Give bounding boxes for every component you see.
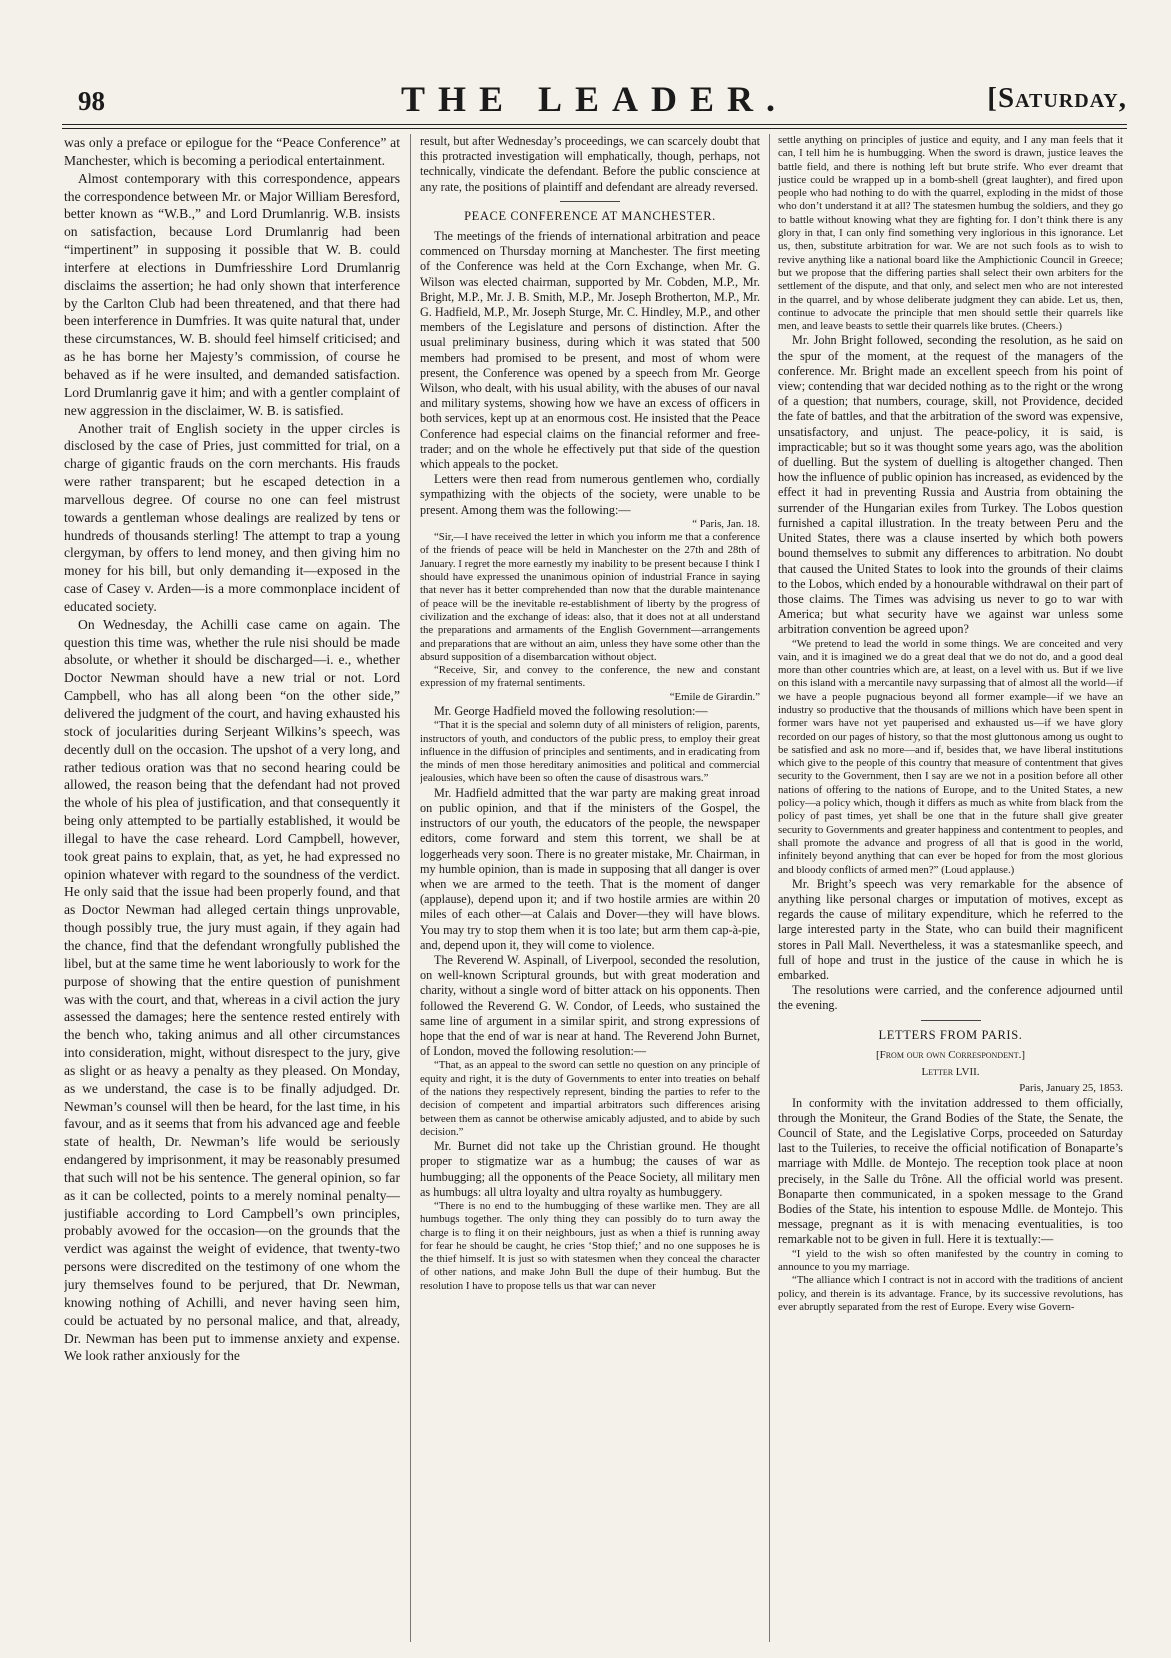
quotation: settle anything on principles of justice and equity, and I any man feels that it can, I tell him he is humbugging. When the sword is drawn, justice leaves the battle field, and there is nothing left but brute strife. Who ever dreamt that justice could be wrapped up in a bomb-shell (great laughter), and fired upon people who had nothing to do with the quarrel, exploding in the midst of those who don’t understand it at all? The statesmen humbug the soldiers, and they go to battle without knowing what they are fighting for. I don’t think there is any glory in that, I can only find something very inglorious in this ignorance. Let us, then, substitute arbitration for war. We are not such fools as to wish to revive anything like a national board like the Amphictionic Council in Greece; but we propose that the differing parties shall select their own arbiters for the settlement of the dispute, and that only, and select men who are not interested in the quarrel, and by whose deliberate judgment they can abide. Let us, then, continue to advocate the principle that men should settle their quarrels like men, and leave beasts to settle their quarrels like brutes. (Cheers.) xyxy=(778,134,1123,333)
letter-number: Letter LVII. xyxy=(921,1066,980,1079)
paragraph: The meetings of the friends of international arbitration and peace commenced on Thursday morning at Manchester. The first meeting of the Conference was held at the Corn Exchange, when Mr. G. Wilson was elected chairman, supported by Mr. Cobden, M.P., Mr. Bright, M.P., Mr. J. B. Smith, M.P., Mr. Joseph Brotherton, M.P., Mr. G. Hadfield, M.P., Mr. Joseph Sturge, Mr. C. Hindley, M.P., and other members of the Legislature and persons of distinction. After the usual preliminary business, during which it was stated that 500 members had promised to be present, and most of whom were present, the Conference was opened by a speech from Mr. George Wilson, who dealt, with his usual ability, with the abuses of our naval and military systems, showing how we have an excess of officers in both services, kept up at an enormous cost. He insisted that the Peace Conference had especial claims on the financial reformer and free-trader; and on the whole he effectively put that side of the question which appeals to the pocket. xyxy=(420,229,760,472)
quotation: “The alliance which I contract is not in accord with the traditions of ancient policy, and therein is its advantage. France, by its successive revolutions, has ever abruptly separated from the rest of Europe. Every wise Govern- xyxy=(778,1274,1123,1313)
section-rule xyxy=(921,1020,981,1021)
resolution-text: “That it is the special and solemn duty of all ministers of religion, parents, instructors of youth, and conductors of the public press, to employ their great influence in the diffusion of principles and sentiments, and in eradicating from the minds of men those hereditary animosities and political and commercial jealousies, which have been so often the cause of disastrous wars.” xyxy=(420,719,760,785)
letter-signature: “Emile de Girardin.” xyxy=(669,690,760,703)
paragraph: Mr. Bright’s speech was very remarkable for the absence of anything like personal charges or imputation of motives, except as regards the cause of military expenditure, which he referred to the large interested party in the State, who can build their magnificent stores in Pall Mall. Nevertheless, it was a statesmanlike speech, and full of hope and trust in the justice of the cause in which he is embarked. xyxy=(778,876,1123,983)
byline: [From our own Correspondent.] xyxy=(875,1048,1026,1061)
page-header xyxy=(62,79,1127,126)
header-rule-top xyxy=(62,124,1127,125)
paragraph: The Reverend W. Aspinall, of Liverpool, seconded the resolution, on well-known Scriptural grounds, but with great moderation and charity, without a single word of bitter attack on his opponents. Then followed the Reverend G. W. Condor, of Leeds, who sustained the same line of argument in a similar spirit, and strong expressions of hope that the end of war is near at hand. The Reverend John Burnet, of London, moved the following resolution:— xyxy=(420,952,760,1059)
page-number: 98 xyxy=(78,86,105,116)
paragraph: Mr. Hadfield admitted that the war party are making great inroad on public opinion, and that if the ministers of the Gospel, the instructors of our youth, the educators of the people, the newspaper editors, come forward and stem this torrent, we shall be at loggerheads very soon. There is no greater mistake, Mr. Chairman, in my humble opinion, than is made in supposing that all danger is over when we are armed to the teeth. That is the moment of danger (applause), depend upon it; and if two hostile armies are within 20 miles of each other—at Calais and Dover—they will have blows. You may try to stop them when it is too late; but arm them cap-à-pie, and, depend upon it, they will come to violence. xyxy=(420,785,760,952)
paragraph: The resolutions were carried, and the conference adjourned until the evening. xyxy=(778,983,1123,1013)
letter-dateline: “ Paris, Jan. 18. xyxy=(692,517,760,530)
section-heading: LETTERS FROM PARIS. xyxy=(878,1027,1023,1042)
paragraph: Mr. John Bright followed, seconding the resolution, as he said on the spur of the moment, at the request of the managers of the conference. Mr. Bright made an excellent speech from his point of view; contending that war decided nothing as to the right or the wrong of a question; that numbers, courage, skill, not Providence, decided the fate of battles, and that the arbitration of the sword was expensive, unsatisfactory, and unjust. The peace-policy, it is said, is impracticable; but so it was thought some years ago, was the abolition of duelling. But the system of duelling is altogether changed. Then how the influence of public opinion has increased, as evidenced by the effect it had in preventing Russia and Austria from obtaining the surrender of the Hungarian exiles from Turkey. The Lobos question furnished a capital illustration. In the treaty between Peru and the United States, there was a clause inserted by which both powers bound themselves to submit any differences to arbitration. No doubt that caused the United States to look into the grounds of their claims to the Lobos, which ended by a honourable withdrawal on their part of those claims. The Times was advising us never to go to war with America; but what security have we against war unless some arbitration convention be agreed upon? xyxy=(778,333,1123,637)
quotation: “I yield to the wish so often manifested by the country in coming to announce to you my marriage. xyxy=(778,1247,1123,1273)
section-rule xyxy=(560,201,620,202)
paragraph: Mr. Burnet did not take up the Christian ground. He thought proper to stigmatize war as a humbug; the causes of war as humbugging; all the opponents of the Peace Society, all military men as humbugs: all ultra loyalty and ultra royalty as humbuggery. xyxy=(420,1139,760,1199)
column-right xyxy=(778,134,1123,1642)
paragraph: result, but after Wednesday’s proceedings, we can scarcely doubt that this protracted investigation will emphatically, though, perhaps, not technically, vindicate the defendant. Before the public conscience at any rate, the positions of plaintiff and defendant are already reversed. xyxy=(420,134,760,194)
letter-body: “Sir,—I have received the letter in which you inform me that a conference of the friends of peace will be held in Manchester on the 27th and 28th of January. I regret the more earnestly my inability to be present because I think I should have expressed the unanimous opinion of industrial France in saying that never has it better comprehended than now that the durable maintenance of peace will be the inevitable re-establishment of liberty by the progress of civilization and the exchange of ideas: also, that it does not at all understand the preparations and armaments of the English Government—arrangements and preparations that are without an aim, unless they have some other than the absurd supposition of a disembarcation without object. xyxy=(420,531,760,663)
quotation: “We pretend to lead the world in some things. We are conceited and very vain, and it is imagined we do a great deal that we do not do, and a good deal more than other countries which are, at least, on a level with us. But if we live on this island with a mercantile navy surpassing that of almost all the world—if we have a people pugnacious beyond all former example—if we have an industry so productive that the thousands of millions which have been spent in former wars have not yet pauperised and exhausted us—if we have glory recorded on our pages of history, so that the most gluttonous among us ought to be satisfied and ask no more—and if, besides that, we have liberal institutions which give to the people of this country that measure of contentment that gives security to the Government, then I say are we not in a position before all other nations of offering to the nations of Europe, and to the United States, a new policy—a policy which, though it differs as much as white from black from the policy of past times, yet shall be one that in the future shall give greater security to Governments and greater happiness and contentment to peoples, and shall promote the advance and progress of all that is good in the world, infinitely beyond anything that can ever be hoped for from the most glorious and bloody conflicts of armed men?” (Loud applause.) xyxy=(778,637,1123,876)
masthead-title: THE LEADER. xyxy=(400,79,789,119)
paragraph: Another trait of English society in the upper circles is disclosed by the case of Pries, just committed for trial, on a charge of gigantic frauds on the corn merchants. His frauds were rather transparent; but he escaped detection in a marvellous degree. Of course no one can feel mistrust towards a gentleman whose dealings are realized by tens or hundreds of thousands sterling! The attempt to trap a young clergyman, by offers to lend money, and then giving him no money for his bill, but only demanding it—exposed in the case of Casey v. Arden—is a more commonplace incident of educated society. xyxy=(64,420,400,614)
paragraph: In conformity with the invitation addressed to them officially, through the Moniteur, the Grand Bodies of the State, the Senate, the Council of State, and the Legislative Corps, proceeded on Saturday last to the Tuileries, to receive the official notification of Bonaparte’s marriage with Mdlle. de Montejo. The reception took place at noon precisely, in the Salle du Trône. All the official world was present. Bonaparte then communicated, in a spoken message to the Grand Bodies of the State, his intention to espouse Mdlle. de Montejo. This message, pregnant as it is with menacing eventualities, is too remarkable not to be given in full. Here it is textually:— xyxy=(778,1095,1123,1247)
paragraph: Letters were then read from numerous gentlemen who, cordially sympathizing with the objects of the society, were unable to be present. Among them was the following:— xyxy=(420,472,760,517)
paragraph: was only a preface or epilogue for the “Peace Conference” at Manchester, which is becoming a periodical entertainment. xyxy=(64,135,400,168)
column-middle xyxy=(420,134,760,1642)
column-divider-2 xyxy=(769,134,770,1642)
dateline: Paris, January 25, 1853. xyxy=(1019,1082,1123,1095)
paragraph: Mr. George Hadfield moved the following resolution:— xyxy=(434,704,708,719)
section-heading: PEACE CONFERENCE AT MANCHESTER. xyxy=(464,208,716,223)
letter-close: “Receive, Sir, and convey to the conference, the new and constant expression of my fraternal sentiments. xyxy=(420,664,760,690)
quotation: “There is no end to the humbugging of these warlike men. They are all humbugs together. The only thing they can possibly do to turn away the charge is to fling it on their neighbours, just as when a thief is running away for fear he should be caught, he cries ‘Stop thief;’ and no one supposes he is the thief himself. It is just so with statesmen when they conceal the character of other nations, and make John Bull the dupe of their humbug. But the resolution I have to propose tells us that war can never xyxy=(420,1199,760,1292)
resolution-text: “That, as an appeal to the sword can settle no question on any principle of equity and right, it is the duty of Governments to enter into treaties on behalf of the nations they respectively represent, binding the parties to refer to the decision of competent and impartial arbitrators such differences arising between them as cannot be otherwise amicably adjusted, and to abide by such decision.” xyxy=(420,1059,760,1138)
column-divider-1 xyxy=(410,134,411,1642)
day-label: [Saturday, xyxy=(987,82,1127,114)
column-left xyxy=(64,134,400,1642)
paragraph: On Wednesday, the Achilli case came on again. The question this time was, whether the rule nisi should be made absolute, or whether it should be discharged—i. e., whether Doctor Newman should have a new trial or not. Lord Campbell, who has all along been “on the other side,” delivered the judgment of the court, and having exhausted his stock of jocularities during Serjeant Wilkins’s speech, was decently dull on the occasion. The upshot of a very long, and rather tedious oration was that no second hearing could be allowed, the reason being that the defendant had not proved the whole of his plea of justification, and that consequently it being only attempted to be partially established, it would be illegal to have the case reheard. Lord Campbell, however, took great pains to explain, that, as yet, he had expressed no opinion whatever with regard to the soundness of the verdict. He only said that the issue had been properly found, and that as Doctor Newman had alleged certain things unprovable, though possibly true, the jury must again, if they again had the chance, find that the defendant wrongfully published the libel, but at the same time he went laboriously to work for the purpose of showing that the entire question of punishment was with the court, and that, whereas in a civil action the jury assessed the damages; here the sentence rested entirely with the bench who, taking animus and all other circumstances into consideration, might, without disrespect to the jury, give as slight or as heavy a penalty as they pleased. On Monday, as we understand, the case is to be finally adjudged. Dr. Newman’s counsel will then be heard, for the last time, in his favour, and as it seems that from his advanced age and feeble state of health, Dr. Newman’s life would be seriously endangered by imprisonment, it may be reasonably presumed that such will not be his sentence. The general opinion, so far as it can be collected, points to a merely nominal penalty—justifiable according to Lord Campbell’s own principles, probably avowed for the occasion—on the grounds that the verdict was against the weight of evidence, that twenty-two persons were discredited on the testimony of one whom the jury themselves found to be perjured, that Dr. Newman, knowing nothing of Achilli, and never having seen him, could be actuated by no personal malice, and that, already, Dr. Newman has been put to immense anxiety and expense. We look rather anxiously for the xyxy=(64,616,400,1364)
header-rule-bottom xyxy=(62,128,1127,129)
paragraph: Almost contemporary with this correspondence, appears the correspondence between Mr. or Major William Beresford, better known as “W.B.,” and Lord Drumlanrig. W.B. insists on satisfaction, because Lord Drumlanrig had been “impertinent” in supposing it possible that W. B. could interfere at elections in Dumfriesshire Lord Drumlanrig disclaims the assertion; he had only shown that interference by the Carlton Club had been threatened, and that there had been interference in Dumfries. It was quite natural that, under these circumstances, W. B. should feel himself criticised; and as he has borne her Majesty’s commission, of course he behaved as if he were insulted, and demanded satisfaction. Lord Drumlanrig gave it him; and with a gentler complaint of new aggression in the disclaimer, W. B. is satisfied. xyxy=(64,170,400,418)
